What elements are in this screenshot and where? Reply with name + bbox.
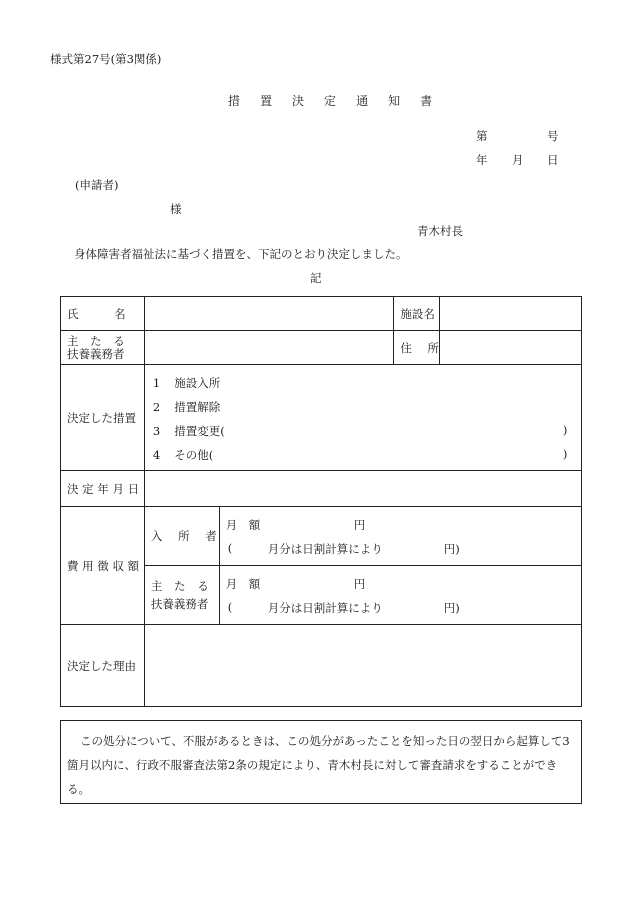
fee-supporter-line1: 主 た る — [150, 579, 213, 593]
supporter-label-line2: 扶養義務者 — [67, 346, 125, 361]
resident-note-close: 円) — [443, 542, 460, 556]
measure-text: 施設入所 — [174, 376, 221, 390]
supporter-fee-cell[interactable] — [219, 566, 581, 625]
measure-option-3-close: ) — [562, 423, 568, 437]
appeal-notice-box — [60, 720, 582, 804]
title-char: 書 — [420, 94, 433, 108]
fee-supporter-line2: 扶養義務者 — [150, 597, 209, 611]
supporter-note-open: ( — [227, 600, 233, 614]
title-char: 措 — [228, 94, 241, 108]
measure-options-cell — [144, 365, 581, 471]
address-label-2: 所 — [427, 340, 440, 355]
title-char: 決 — [292, 94, 305, 108]
name-label-1: 氏 — [67, 306, 79, 321]
resident-fee-cell[interactable] — [219, 507, 581, 566]
address-label-1: 住 — [400, 340, 412, 355]
issuer-name: 青木村長 — [417, 224, 463, 238]
measure-option-4-close: ) — [562, 447, 568, 461]
measure-num: 1 — [152, 376, 161, 390]
facility-value-cell[interactable] — [440, 297, 582, 331]
date-month: 月 — [512, 153, 524, 167]
decided-measure-label: 決定した措置 — [61, 365, 145, 471]
measure-text: 措置解除 — [174, 400, 221, 414]
resident-yen: 円 — [353, 518, 366, 532]
resident-daily-note: 月分は日割計算により — [267, 542, 383, 556]
resident-label-2: 所 — [178, 529, 190, 543]
measure-text: 措置変更( — [174, 424, 225, 438]
measure-text: その他( — [174, 448, 214, 462]
fee-label: 費 用 徴 収 額 — [61, 507, 145, 625]
resident-note-open: ( — [227, 541, 233, 555]
form-number: 様式第27号(第3関係) — [50, 52, 162, 66]
number-dai: 第 — [476, 129, 488, 143]
measure-option-2[interactable] — [153, 399, 220, 415]
address-value-cell[interactable] — [440, 331, 582, 365]
measure-num: 4 — [152, 448, 161, 462]
facility-label: 施設名 — [394, 297, 440, 331]
reason-value-cell[interactable] — [144, 625, 581, 707]
supporter-note-close: 円) — [443, 601, 460, 615]
resident-label-3: 者 — [205, 529, 217, 543]
decision-date-label: 決 定 年 月 日 — [61, 471, 145, 507]
measure-option-4[interactable] — [153, 447, 213, 463]
date-day: 日 — [547, 153, 559, 167]
ki-label: 記 — [310, 271, 322, 285]
title-char: 置 — [260, 94, 273, 108]
title-char: 通 — [356, 94, 369, 108]
fee-supporter-label-cell — [144, 566, 219, 625]
measure-option-3[interactable] — [153, 423, 225, 439]
name-label-cell — [61, 297, 145, 331]
supporter-monthly-label: 月 額 — [225, 577, 261, 591]
number-go: 号 — [547, 129, 559, 143]
measure-num: 2 — [152, 400, 161, 414]
supporter-label-cell — [61, 331, 145, 365]
appeal-notice-text: この処分について、不服があるときは、この処分があったことを知った日の翌日から起算して3箇月以内に、行政不服審査法第2条の規定により、青木村長に対して審査請求をすることができる。 — [67, 734, 570, 796]
measure-num: 3 — [152, 424, 161, 438]
supporter-value-cell[interactable] — [144, 331, 393, 365]
honorific-sama: 様 — [170, 202, 182, 216]
supporter-daily-note: 月分は日割計算により — [267, 601, 383, 615]
measure-table — [60, 296, 582, 707]
supporter-label-line1: 主 た る — [67, 333, 129, 348]
applicant-label: (申請者) — [75, 178, 119, 192]
resident-label-cell — [144, 507, 219, 566]
title-char: 知 — [388, 94, 401, 108]
name-label-2: 名 — [114, 306, 126, 321]
date-year: 年 — [476, 153, 488, 167]
resident-monthly-label: 月 額 — [225, 518, 261, 532]
reason-label: 決定した理由 — [61, 625, 145, 707]
resident-label-1: 入 — [150, 529, 163, 543]
decision-date-value-cell[interactable] — [144, 471, 581, 507]
measure-option-1[interactable] — [153, 375, 220, 391]
address-label-cell — [394, 331, 440, 365]
intro-text: 身体障害者福祉法に基づく措置を、下記のとおり決定しました。 — [74, 247, 408, 261]
document-title — [228, 92, 432, 109]
title-char: 定 — [324, 94, 337, 108]
name-value-cell[interactable] — [144, 297, 393, 331]
supporter-yen: 円 — [353, 577, 366, 591]
